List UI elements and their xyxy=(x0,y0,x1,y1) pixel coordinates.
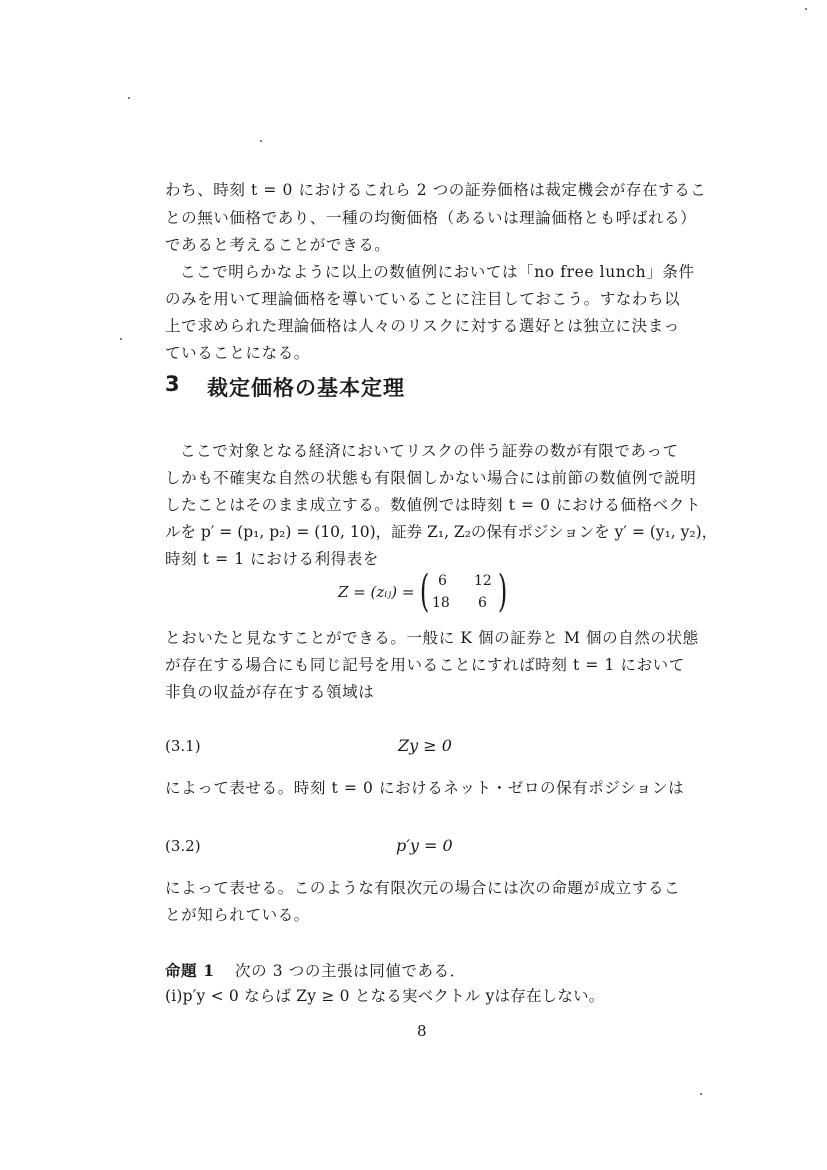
paragraph4-line: とおいたと見なすことができる。一般に K 個の証券と M 個の自然の状態 xyxy=(165,629,699,647)
paragraph3-line: したことはそのまま成立する。数値例では時刻 t = 0 における価格ベクト xyxy=(165,496,701,514)
equation-formula: p′y = 0 xyxy=(396,836,453,855)
proposition-text: 次の 3 つの主張は同値である． xyxy=(235,962,466,980)
scan-speck xyxy=(805,8,807,10)
paragraph6-line: によって表せる。このような有限次元の場合には次の命題が成立するこ xyxy=(165,879,681,897)
section-title: 裁定価格の基本定理 xyxy=(207,376,405,400)
equation-number: (3.1) xyxy=(165,737,201,755)
scan-speck xyxy=(260,140,262,142)
matrix-cell: 12 xyxy=(474,573,492,589)
paragraph2-line: 上で求められた理論価格は人々のリスクに対する選好とは独立に決まっ xyxy=(165,317,680,335)
proposition-item: (i)p′y < 0 ならば Zy ≥ 0 となる実ベクトル yは存在しない。 xyxy=(165,987,605,1005)
page-number: 8 xyxy=(417,1022,427,1040)
paragraph3-line: ルを p′ = (p₁, p₂) = (10, 10)，証券 Z₁, Z₂の保有ポジションを y′ = (y₁, y₂)， xyxy=(165,523,718,541)
paragraph2-line: のみを用いて理論価格を導いていることに注目しておこう。すなわち以 xyxy=(165,290,681,308)
matrix-cell: 18 xyxy=(432,595,450,611)
paragraph4-line: 非負の収益が存在する領域は xyxy=(165,683,375,701)
matrix-lhs: Z = (zᵢⱼ) = xyxy=(338,583,415,601)
paragraph3-line: ここで対象となる経済においてリスクの伴う証券の数が有限であって xyxy=(180,442,679,460)
right-paren: ) xyxy=(497,566,508,617)
scan-speck xyxy=(120,338,122,340)
equation-formula: Zy ≥ 0 xyxy=(398,736,452,755)
paragraph3-line: しかも不確実な自然の状態も有限個しかない場合には前節の数値例で説明 xyxy=(165,469,697,487)
paragraph2-line: ここで明らかなように以上の数値例においては「no free lunch」条件 xyxy=(180,263,695,281)
paragraph4-line: が存在する場合にも同じ記号を用いることにすれば時刻 t = 1 において xyxy=(165,656,685,674)
paragraph1-line: との無い価格であり、一種の均衡価格（あるいは理論価格とも呼ばれる） xyxy=(165,209,697,227)
paragraph6-line: とが知られている。 xyxy=(165,906,310,924)
paragraph2-line: ていることになる。 xyxy=(165,344,310,362)
payoff-matrix xyxy=(338,566,513,617)
paragraph1-line: であると考えることができる。 xyxy=(165,236,391,254)
matrix-cell: 6 xyxy=(478,595,487,611)
paragraph3-line: 時刻 t = 1 における利得表を xyxy=(165,550,379,568)
left-paren: ( xyxy=(419,566,430,617)
scan-speck xyxy=(128,97,130,99)
section-number: 3 xyxy=(165,372,181,396)
paragraph1-line: わち、時刻 t = 0 におけるこれら 2 つの証券価格は裁定機会が存在するこ xyxy=(165,181,707,199)
scan-speck xyxy=(700,1093,702,1095)
paragraph5-line: によって表せる。時刻 t = 0 におけるネット・ゼロの保有ポジションは xyxy=(165,779,685,797)
matrix-cell: 6 xyxy=(438,573,447,589)
proposition-label: 命題 1 xyxy=(165,961,215,980)
equation-number: (3.2) xyxy=(165,837,201,855)
